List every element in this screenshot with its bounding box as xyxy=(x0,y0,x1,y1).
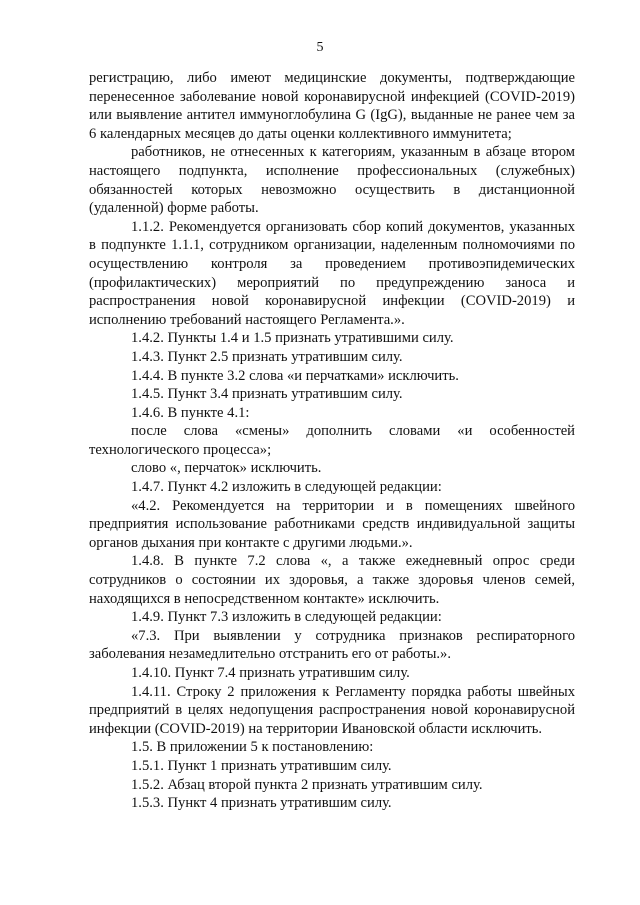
paragraph: 1.4.11. Строку 2 приложения к Регламенту порядка работы швейных предприятий в целях недопущения распространения новой коронавирусной инфекции (COVID-2019) на территории Ивановской области исключить. xyxy=(89,683,575,737)
paragraph: «7.3. При выявлении у сотрудника признаков респираторного заболевания незамедлительно отстранить его от работы.». xyxy=(89,627,575,663)
paragraph: 1.4.3. Пункт 2.5 признать утратившим силу. xyxy=(131,348,403,365)
paragraph: 1.4.5. Пункт 3.4 признать утратившим силу. xyxy=(131,386,403,403)
paragraph: 1.5.2. Абзац второй пункта 2 признать утратившим силу. xyxy=(131,776,483,793)
paragraph: работников, не отнесенных к категориям, указанным в абзаце втором настоящего подпункта, исполнение профессиональных (служебных) обязанностей которых невозможно осуществить в дистанционной (удаленной) форме работы. xyxy=(89,144,575,217)
paragraph: 1.4.9. Пункт 7.3 изложить в следующей редакции: xyxy=(131,609,442,626)
paragraph: «4.2. Рекомендуется на территории и в помещениях швейного предприятия использование работниками средств индивидуальной защиты органов дыхания при контакте с другими людьми.». xyxy=(89,497,575,551)
paragraph: слово «, перчаток» исключить. xyxy=(131,460,322,477)
paragraph: после слова «смены» дополнить словами «и особенностей технологического процесса»; xyxy=(89,423,575,458)
paragraph: 1.5.3. Пункт 4 признать утратившим силу. xyxy=(131,795,392,812)
document-body xyxy=(89,69,575,813)
paragraph: 1.1.2. Рекомендуется организовать сбор копий документов, указанных в подпункте 1.1.1, сотрудником организации, наделенным полномочиями по осуществлению контроля за проведением противоэпидемических (профилактических) мероприятий по предупреждению заноса и распространения новой коронавирусной инфекции (COVID-2019) и исполнению требований настоящего Регламента.». xyxy=(89,218,575,328)
paragraph: 1.4.2. Пункты 1.4 и 1.5 признать утратившими силу. xyxy=(131,330,454,347)
paragraph: 1.4.10. Пункт 7.4 признать утратившим силу. xyxy=(131,665,410,681)
paragraph: 1.4.7. Пункт 4.2 изложить в следующей редакции: xyxy=(131,479,442,496)
page-number: 5 xyxy=(316,40,324,55)
paragraph: 1.5.1. Пункт 1 признать утратившим силу. xyxy=(131,757,392,774)
paragraph: 1.5. В приложении 5 к постановлению: xyxy=(131,739,374,756)
paragraph-continuation: регистрацию, либо имеют медицинские документы, подтверждающие перенесенное заболевание новой коронавирусной инфекцией (COVID-2019) или выявление антител иммуноглобулина G (IgG), выданные не ранее чем за 6 календарных месяцев до даты оценки коллективного иммунитета; xyxy=(89,70,575,142)
paragraph: 1.4.4. В пункте 3.2 слова «и перчатками» исключить. xyxy=(131,367,459,384)
paragraph: 1.4.8. В пункте 7.2 слова «, а также ежедневный опрос среди сотрудников о состоянии их здоровья, а также здоровья членов семей, находящихся в непосредственном контакте» исключить. xyxy=(89,553,575,607)
paragraph: 1.4.6. В пункте 4.1: xyxy=(131,404,250,421)
